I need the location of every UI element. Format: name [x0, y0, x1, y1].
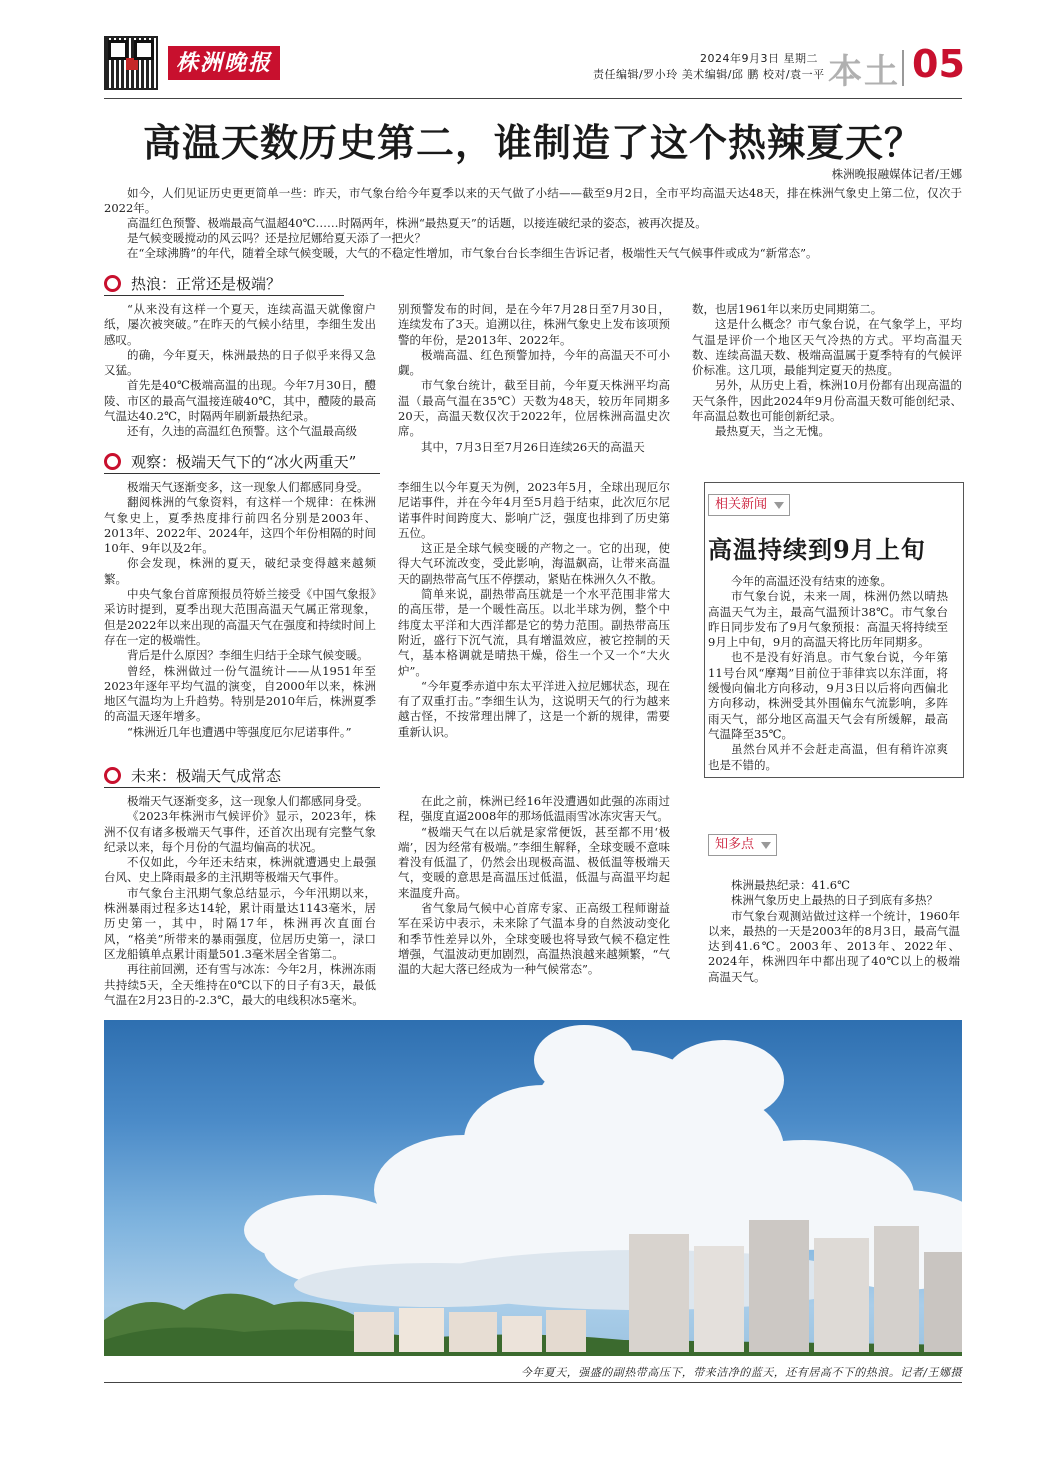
intro: [104, 186, 962, 261]
paragraph: 株洲气象历史上最热的日子到底有多热？: [731, 893, 938, 908]
paragraph: 再往前回溯，还有雪与冰冻：今年2月，株洲冻雨共持续5天，全天维持在0℃以下的日子有3天，最低气温在2月23日的-2.3℃，最大的电线积冰5毫米。: [104, 962, 376, 1007]
triangle-down-icon: [761, 842, 771, 849]
page-number: 05: [912, 42, 965, 86]
section2-title: 观察：极端天气下的“冰火两重天”: [131, 453, 357, 471]
section1-col3: [692, 302, 962, 440]
related-news-body: [708, 574, 948, 773]
paragraph: 在此之前，株洲已经16年没遭遇如此强的冻雨过程，强度直逼2008年的那场低温雨雪冰冻灾害天气。: [398, 794, 670, 824]
knowledge-tag-label: 知多点: [715, 837, 755, 852]
section1-col2: [398, 302, 670, 455]
paragraph: 这正是全球气候变暖的产物之一。它的出现，使得大气环流改变，受此影响，海温飙高，让带来高温天的副热带高气压不停摆动，紧贴在株洲久久不散。: [398, 541, 670, 586]
paragraph: 还有，久违的高温红色预警。这个气温最高级: [127, 424, 357, 439]
paragraph: 市气象台观测站做过这样一个统计，1960年以来，最热的一天是2003年的8月3日，最高气温达到41.6℃。2003年、2013年、2022年、2024年，株洲四年中都出现了40℃以上的极端高温天气。: [708, 908, 960, 984]
paragraph: 市气象台说，未来一周，株洲仍然以晴热高温天气为主，最高气温预计38℃。市气象台昨日同步发布了9月气象预报：高温天将持续至9月上中旬，9月的高温天将比历年同期多。: [708, 589, 948, 650]
section1-col1: [104, 302, 376, 440]
paragraph: 李细生以今年夏天为例，2023年5月，全球出现厄尔尼诺事件，并在今年4月至5月趋于结束，此次厄尔尼诺事件时间跨度大、影响广泛，强度也排到了历史第五位。: [398, 480, 670, 540]
intro-paragraph: 在“全球沸腾”的年代，随着全球气候变暖，大气的不稳定性增加，市气象台台长李细生告诉记者，极端性天气气候事件或成为“新常态”。: [127, 246, 818, 260]
related-news-tag: [708, 494, 790, 516]
paragraph: 最热夏天，当之无愧。: [715, 424, 830, 439]
paragraph: 市气象台主汛期气象总结显示，今年汛期以来，株洲暴雨过程多达14轮，累计雨量达1143毫米，居历史第一，其中，时隔17年，株洲再次直面台风，“格美”所带来的暴雨强度，位居历史第一，渌口区龙船镇单点累计雨量501.3毫米居全省第二。: [104, 885, 376, 961]
section-name: 本土: [828, 52, 900, 92]
section2-heading: [104, 452, 380, 472]
knowledge-body: [708, 878, 960, 985]
paragraph: 你会发现，株洲的夏天，破纪录变得越来越频繁。: [104, 556, 376, 586]
paragraph: 数，也居1961年以来历史同期第二。: [692, 302, 883, 316]
photo-caption: 今年夏天，强盛的副热带高压下，带来洁净的蓝天，还有居高不下的热浪。记者/王娜摄: [520, 1366, 962, 1379]
paragraph: 虽然台风并不会赶走高温，但有稍许凉爽也是不错的。: [708, 742, 948, 772]
paragraph: 也不是没有好消息。市气象台说，今年第11号台风“摩羯”目前位于菲律宾以东洋面，将缓慢向偏北方向移动，9月3日以后将向西偏北方向移动，株洲受其外围偏东气流影响，多阵雨天气，部分地区高温天气会有所缓解，最高气温降至35℃。: [708, 650, 948, 741]
section2-col1: [104, 480, 376, 740]
paragraph: 极端天气逐渐变多，这一现象人们都感同身受。: [127, 480, 369, 494]
section2-col2: [398, 480, 670, 740]
paragraph: 中央气象台首席预报员符娇兰接受《中国气象报》采访时提到，夏季出现大范围高温天气属正常现象，但是2022年以来出现的高温天气在强度和持续时间上存在一定的极端性。: [104, 587, 376, 647]
paragraph: 简单来说，副热带高压就是一个水平范围非常大的高压带，是一个暖性高压。以北半球为例，整个中纬度太平洋和大西洋都是它的势力范围。副热带高压附近，盛行下沉气流，具有增温效应，被它控制的天气，基本格调就是晴热干燥，俗生一个又一个“大火炉”。: [398, 587, 670, 678]
paragraph: “株洲近几年也遭遇中等强度厄尔尼诺事件。”: [127, 724, 352, 739]
bullet-ring-icon: [104, 453, 121, 470]
section3-title: 未来：极端天气成常态: [131, 767, 282, 785]
paragraph: 首先是40℃极端高温的出现。今年7月30日，醴陵、市区的最高气温接连破40℃，其中，醴陵的最高气温达40.2℃，时隔两年刷新最热纪录。: [104, 378, 376, 424]
paragraph: 背后是什么原因？李细生归结于全球气候变暖。: [127, 648, 369, 663]
section3-col2: [398, 794, 670, 978]
byline: 株洲晚报融媒体记者/王娜: [831, 167, 962, 181]
editors-line: 责任编辑/罗小玲 美术编辑/邱 鹏 校对/袁一平: [593, 68, 825, 81]
paragraph: 这是什么概念？市气象台说，在气象学上，平均气温是评价一个地区天气冷热的方式。平均高温天数、连续高温天数、极端高温属于夏季特有的气候评价标准。这几项，最能判定夏天的热度。: [692, 317, 962, 378]
paragraph: 的确，今年夏天，株洲最热的日子似乎来得又急又猛。: [104, 347, 376, 378]
paragraph: 翻阅株洲的气象资料，有这样一个规律：在株洲气象史上，夏季热度排行前四名分别是2003年、2013年、2022年、2024年，这四个年份相隔的时间10年、9年以及2年。: [104, 495, 376, 556]
paragraph: 极端高温、红色预警加持，今年的高温天不可小觑。: [398, 347, 670, 378]
paragraph: 《2023年株洲市气候评价》显示，2023年，株洲不仅有诸多极端天气事件，还首次出现有完整气象纪录以来，每个月份的气温均偏高的状况。: [104, 809, 376, 854]
paragraph: 另外，从历史上看，株洲10月份都有出现高温的天气条件，因此2024年9月份高温天数可能创纪录、年高温总数也可能创新纪录。: [692, 378, 962, 424]
intro-paragraph: 高温红色预警、极端最高气温超40℃……时隔两年，株洲“最热夏天”的话题，以接连破纪录的姿态，被再次提及。: [127, 216, 707, 230]
paragraph: “今年夏季赤道中东太平洋进入拉尼娜状态，现在有了双重打击。”李细生认为，这说明天气的行为越来越古怪，不按常理出牌了，这是一个新的规律，需要重新认识。: [398, 678, 670, 739]
triangle-down-icon: [774, 502, 784, 509]
bottom-rule: [104, 1382, 962, 1383]
paragraph: 不仅如此，今年还未结束，株洲就遭遇史上最强台风、史上降雨最多的主汛期等极端天气事件。: [104, 855, 376, 885]
bullet-ring-icon: [104, 275, 121, 292]
section1-heading: [104, 274, 344, 294]
paragraph: 市气象台统计，截至目前，今年夏天株洲平均高温（最高气温在35℃）天数为48天，较历年同期多20天，高温天数仅次于2022年，位居株洲高温史次席。: [398, 378, 670, 439]
paragraph: 今年的高温还没有结束的迹象。: [731, 574, 892, 588]
issue-date: 2024年9月3日 星期二: [700, 52, 818, 65]
newspaper-logo: 株洲晚报: [168, 46, 280, 80]
sky-clouds-illustration: [104, 1020, 962, 1356]
bullet-ring-icon: [104, 767, 121, 784]
knowledge-tag: [708, 834, 777, 856]
paragraph: “极端天气在以后就是家常便饭，甚至都不用‘极端’，因为经常有极端。”李细生解释，全球变暖不意味着没有低温了，仍然会出现极高温、极低温等极端天气，变暖的意思是高温压过低温，低温与高温平均起来温度升高。: [398, 824, 670, 900]
intro-paragraph: 如今，人们见证历史更更简单一些：昨天，市气象台给今年夏季以来的天气做了小结——截至9月2日，全市平均高温天达48天，排在株洲气象史上第二位，仅次于2022年。: [104, 186, 962, 215]
masthead-divider: [902, 50, 904, 86]
paragraph: 株洲最热纪录：41.6℃: [731, 878, 850, 892]
headline: 高温天数历史第二，谁制造了这个热辣夏天？: [142, 120, 923, 165]
paragraph: 其中，7月3日至7月26日连续26天的高温天: [421, 439, 645, 454]
section3-heading: [104, 766, 380, 786]
paragraph: 别预警发布的时间，是在今年7月28日至7月30日，连续发布了3天。追溯以往，株洲气象史上发布该项预警的年份，是2013年、2022年。: [398, 302, 670, 347]
paragraph: 曾经，株洲做过一份气温统计——从1951年至2023年逐年平均气温的演变，自2000年以来，株洲地区气温均为上升趋势。特别是2010年后，株洲夏季的高温天逐年增多。: [104, 663, 376, 724]
intro-paragraph: 是气候变暖搅动的风云吗？还是拉尼娜给夏天添了一把火？: [127, 231, 426, 245]
related-news-title: 高温持续到9月上旬: [708, 535, 926, 564]
paragraph: 省气象局气候中心首席专家、正高级工程师谢益军在采访中表示，未来除了气温本身的自然波动变化和季节性差异以外，全球变暖也将导致气候不稳定性增强，气温波动更加剧烈，高温热浪越来越频繁，“气温的大起大落已经成为一种气候常态”。: [398, 901, 670, 977]
section1-title: 热浪：正常还是极端？: [131, 275, 282, 293]
masthead-rule: [104, 98, 962, 99]
qr-code: [104, 36, 158, 90]
section3-col1: [104, 794, 376, 1008]
related-news-tag-label: 相关新闻: [715, 497, 768, 512]
sky-photo: [104, 1020, 962, 1356]
paragraph: 极端天气逐渐变多，这一现象人们都感同身受。: [127, 794, 369, 808]
paragraph: “从来没有这样一个夏天，连续高温天就像窗户纸，屡次被突破。”在昨天的气候小结里，李细生发出感叹。: [104, 302, 376, 347]
